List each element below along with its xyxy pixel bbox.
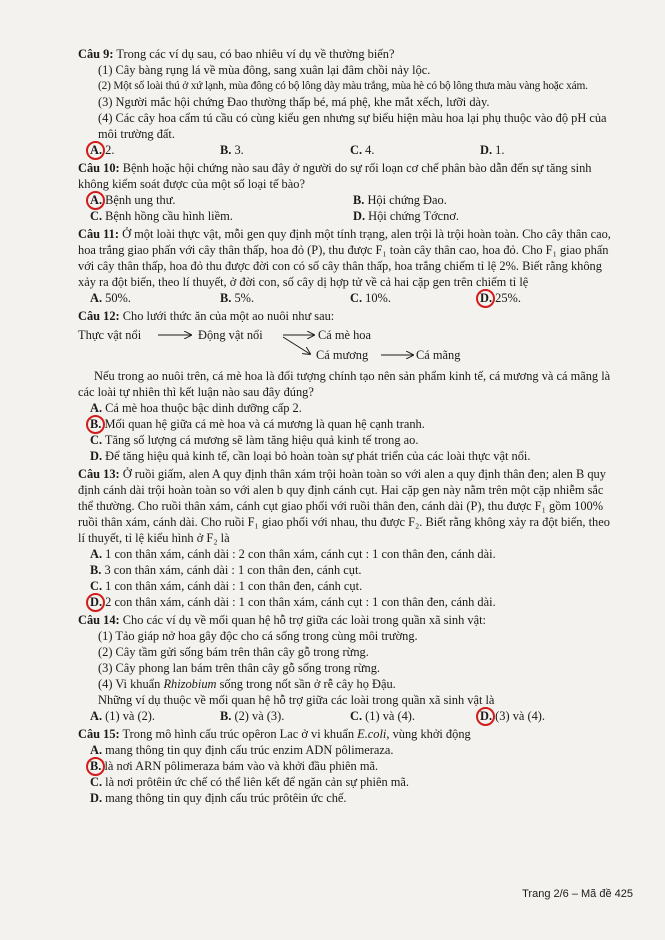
option-b[interactable] [78,562,618,578]
option-a[interactable] [90,708,220,724]
option-letter: B. [220,143,232,157]
question-label: Câu 12: [78,309,120,323]
option-c[interactable] [90,208,353,224]
exam-content [78,46,618,808]
option-text: 1. [492,143,505,157]
q14-item-1: (1) Tảo giáp nở hoa gây độc cho cá sống trong cùng môi trường. [98,629,418,643]
option-b[interactable] [78,416,618,432]
option-letter: A. [90,291,103,305]
option-text: là nơi prôtêin ức chế có thể liên kết để ngăn cản sự phiên mã. [102,775,409,789]
q9-item-2: (2) Một số loài thú ở xứ lạnh, mùa đông có bộ lông dày màu trắng, mùa hè có bộ lông thưa màu vàng hoặc xám. [98,80,588,92]
option-letter: C. [350,709,363,723]
q9-options [78,142,618,158]
question-text: Trong các ví dụ sau, có bao nhiêu ví dụ về thường biến? [113,47,395,61]
option-letter: C. [90,433,103,447]
option-text: 10%. [362,291,391,305]
option-b[interactable] [220,290,350,306]
selected-answer-mark: A. [90,143,103,157]
option-letter: A. [90,709,103,723]
question-text: Ở ruồi giấm, alen A quy định thân xám trội hoàn toàn so với alen a quy định thân đen; alen B quy định cánh dài trội hoàn toàn so với alen b quy định cánh cụt. Hai cặp gen này nằm trên một cặp nhiễm sắc thể thường. Cho ruồi thân xám, cánh cụt giao phối với ruồi thân đen, cánh dài (P), thu được F₁ gồm 100% ruồi thân xám, cánh dài. Cho ruồi F₁ giao phối với nhau, thu được F₂. Biết rằng không xảy ra đột biến, theo lí thuyết, tỉ lệ kiểu hình ở F₂ là [78,467,610,545]
option-text: (1) và (2). [102,709,156,723]
q14-paragraph: Những ví dụ thuộc về mối quan hệ hỗ trợ giữa các loài trong quần xã sinh vật là [98,693,495,707]
item-text: (4) Vi khuẩn [98,677,164,691]
q12-paragraph: Nếu trong ao nuôi trên, cá mè hoa là đối tượng chính tạo nên sản phẩm kinh tế, cá mương và cá mãng là các loài tự nhiên thì kết luận nào sau đây đúng? [78,369,611,399]
option-text: 25%. [492,291,521,305]
q9-item-3: (3) Người mắc hội chứng Đao thường thấp bé, má phệ, khe mắt xếch, lưỡi dày. [98,95,490,109]
food-web-node: Động vật nổi [198,328,263,342]
option-b[interactable] [78,758,618,774]
q11-options [78,290,618,306]
option-a[interactable] [78,400,618,416]
question-label: Câu 13: [78,467,120,481]
option-text: là nơi ARN pôlimeraza bám vào và khởi đầu phiên mã. [101,759,379,773]
option-text: 4. [362,143,375,157]
question-12 [78,308,618,464]
selected-answer-mark: D. [480,709,493,723]
option-c[interactable] [350,290,480,306]
selected-answer-mark: B. [90,759,102,773]
option-text: Bệnh ung thư. [102,193,176,207]
item-text: sống trong nốt sần ở rễ cây họ Đậu. [216,677,396,691]
option-text: Bệnh hồng cầu hình liềm. [102,209,233,223]
option-text: 3 con thân xám, cánh dài : 1 con thân đen, cánh cụt. [101,563,362,577]
question-label: Câu 11: [78,227,119,241]
option-letter: D. [480,143,493,157]
question-label: Câu 10: [78,161,120,175]
option-letter: A. [90,743,103,757]
food-web-node: Thực vật nổi [78,328,142,342]
question-10 [78,160,618,224]
option-letter: D. [90,791,103,805]
option-letter: B. [353,193,365,207]
arrow-3 [283,337,310,354]
option-d[interactable] [480,142,610,158]
option-text: 1 con thân xám, cánh dài : 2 con thân xám, cánh cụt : 1 con thân đen, cánh dài. [102,547,496,561]
option-text: 3. [231,143,244,157]
q14-item-2: (2) Cây tầm gửi sống bám trên thân cây gỗ trong rừng. [98,645,369,659]
option-text: (2) và (3). [231,709,285,723]
selected-answer-mark: A. [90,193,103,207]
q14-item-3: (3) Cây phong lan bám trên thân cây gỗ sống trong rừng. [98,661,381,675]
option-a[interactable] [90,192,353,208]
q14-item-4 [78,676,618,692]
option-letter: B. [220,709,232,723]
option-text: 1 con thân xám, cánh dài : 1 con thân đen, cánh cụt. [102,579,363,593]
option-letter: C. [350,143,363,157]
option-c[interactable] [350,142,480,158]
selected-answer-mark: D. [480,291,493,305]
option-text: Hội chứng Đao. [364,193,447,207]
q10-options [78,192,618,224]
option-d[interactable] [480,708,610,724]
question-text: Cho lưới thức ăn của một ao nuôi như sau: [119,309,335,323]
question-label: Câu 14: [78,613,120,627]
food-web-node: Cá mè hoa [318,328,371,342]
question-9 [78,46,618,158]
q9-item-4: (4) Các cây hoa cẩm tú cầu có cùng kiểu gen nhưng sự biểu hiện màu hoa lại phụ thuộc vào độ pH của môi trường đất. [98,111,607,141]
option-text: Tăng số lượng cá mương sẽ làm tăng hiệu quả kinh tế trong ao. [102,433,419,447]
option-c[interactable] [78,774,618,790]
question-text: Trong mô hình cấu trúc opêron Lac ở vi khuẩn [119,727,358,741]
option-letter: A. [90,547,103,561]
option-text: Hội chứng Tớcnơ. [365,209,459,223]
option-d[interactable] [78,594,618,610]
option-letter: C. [90,579,103,593]
option-text: (3) và (4). [492,709,546,723]
option-a[interactable] [78,546,618,562]
option-d[interactable] [78,448,618,464]
option-d[interactable] [78,790,618,806]
question-14 [78,612,618,724]
option-letter: C. [90,775,103,789]
question-text: Ở một loài thực vật, mỗi gen quy định một tính trạng, alen trội là trội hoàn toàn. Cho cây thân cao, hoa trắng giao phấn với cây thân thấp, hoa đỏ (P), thu được F₁ toàn cây thân cao, hoa đỏ. Cho F₁ giao phấn với cây thân thấp, hoa đỏ thu được đời con có số cây thân thấp, hoa trắng chiếm tỉ lệ 2%. Biết rằng không xảy ra đột biến, theo lí thuyết, ở đời con, số cây dị hợp tử về cả hai cặp gen trên chiếm tỉ lệ [78,227,611,289]
option-text: 2. [102,143,115,157]
option-text: mang thông tin quy định cấu trúc enzim ADN pôlimeraza. [102,743,394,757]
option-b[interactable] [220,142,350,158]
option-letter: C. [350,291,363,305]
page-footer: Trang 2/6 – Mã đề 425 [522,888,633,900]
option-text: 5%. [231,291,255,305]
q14-options [78,708,618,724]
question-15 [78,726,618,806]
question-text: Cho các ví dụ về mối quan hệ hỗ trợ giữa các loài trong quần xã sinh vật: [119,613,486,627]
food-web-node: Cá mãng [416,348,461,362]
q9-item-1: (1) Cây bàng rụng lá về mùa đông, sang xuân lại đâm chồi nảy lộc. [98,63,431,77]
species-name: E.coli [357,727,387,741]
option-letter: D. [90,449,103,463]
option-b[interactable] [220,708,350,724]
option-b[interactable] [353,192,613,208]
question-label: Câu 9: [78,47,114,61]
question-11 [78,226,618,306]
question-13 [78,466,618,610]
food-web-diagram [78,326,618,364]
option-text: Để tăng hiệu quả kinh tế, cần loại bỏ hoàn toàn sự phát triển của các loài thực vật nổi. [102,449,531,463]
option-text: mang thông tin quy định cấu trúc prôtêin ức chế. [102,791,347,805]
option-text: 50%. [102,291,131,305]
selected-answer-mark: D. [90,595,103,609]
option-text: Cá mè hoa thuộc bậc dinh dưỡng cấp 2. [102,401,302,415]
option-letter: D. [353,209,366,223]
option-a[interactable] [90,142,220,158]
option-c[interactable] [78,578,618,594]
species-name: Rhizobium [163,677,217,691]
question-text: Bệnh hoặc hội chứng nào sau đây ở người do sự rối loạn cơ chế phân bào dẫn đến sự tăng sinh không kiểm soát được của một số loại tế bào? [78,161,592,191]
option-letter: B. [90,563,102,577]
option-d[interactable] [480,290,610,306]
option-text: Mối quan hệ giữa cá mè hoa và cá mương là quan hệ cạnh tranh. [101,417,425,431]
option-c[interactable] [78,432,618,448]
option-text: 2 con thân xám, cánh dài : 1 con thân xám, cánh cụt : 1 con thân đen, cánh dài. [102,595,496,609]
option-d[interactable] [353,208,613,224]
question-text: , vùng khởi động [386,727,471,741]
option-a[interactable] [78,742,618,758]
option-letter: B. [220,291,232,305]
option-letter: C. [90,209,103,223]
food-web-node: Cá mương [316,348,369,362]
option-letter: A. [90,401,103,415]
question-label: Câu 15: [78,727,120,741]
selected-answer-mark: B. [90,417,102,431]
option-text: (1) và (4). [362,709,416,723]
option-a[interactable] [90,290,220,306]
option-c[interactable] [350,708,480,724]
